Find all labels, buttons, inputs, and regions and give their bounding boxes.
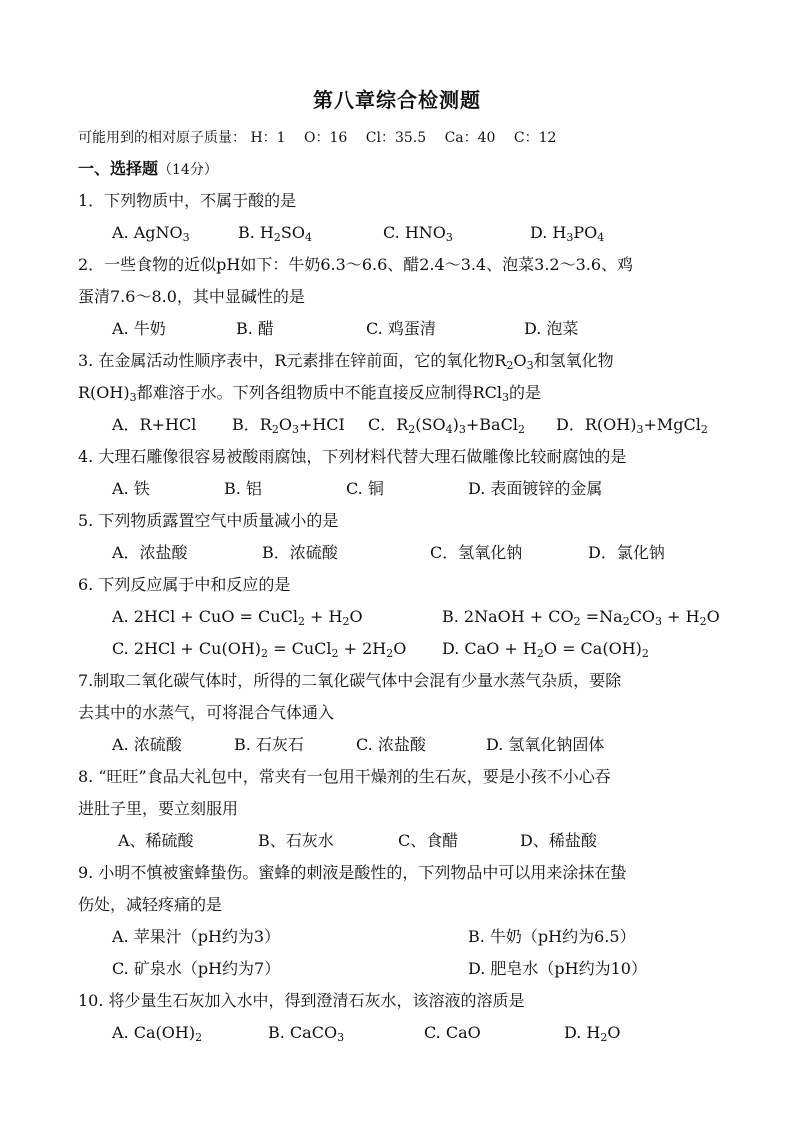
option-c: C．氢氧化钠	[430, 543, 523, 562]
option-a: A. 铁	[112, 479, 150, 498]
option-c: C. CaO	[424, 1023, 481, 1042]
option-c: C、食醋	[398, 831, 459, 850]
atomic-masses-note: 可能用到的相对原子质量： H：1 O：16 Cl：35.5 Ca：40 C：12	[78, 130, 557, 146]
question-10-stem: 10. 将少量生石灰加入水中，得到澄清石灰水，该溶液的溶质是	[78, 991, 525, 1010]
option-a: A．R+HCl	[112, 415, 197, 434]
section-score: （14分）	[158, 162, 218, 178]
option-a: A. 2HCl + CuO = CuCl$_2$ + $H_2O$	[112, 607, 363, 628]
question-9-stem-line-2: 伤处，减轻疼痛的是	[78, 895, 223, 914]
option-b: B、石灰水	[258, 831, 334, 850]
option-d: D. $H_2O$	[564, 1023, 621, 1044]
question-8-stem-line-1: 8. “旺旺”食品大礼包中，常夹有一包用干燥剂的生石灰，要是小孩不小心吞	[78, 767, 611, 786]
option-c: C. 鸡蛋清	[366, 319, 436, 338]
option-b: B. 醋	[236, 319, 274, 338]
question-6-stem: 6. 下列反应属于中和反应的是	[78, 575, 291, 594]
option-c: C. 铜	[346, 479, 384, 498]
option-d: D. 泡菜	[524, 319, 579, 338]
option-a: A、稀硫酸	[118, 831, 194, 850]
option-c: C. $2HCl + Cu(OH)_2$ = CuCl$_2$ + $2H_2O$	[112, 639, 407, 660]
question-2-stem-line-1: 2．一些食物的近似pH如下：牛奶6.3～6.6、醋2.4～3.4、泡菜3.2～3.6、鸡	[78, 255, 634, 274]
option-d: D．$R(OH)_3+MgCl_2$	[556, 415, 708, 436]
option-b: B. 石灰石	[234, 735, 304, 754]
question-8-stem-line-2: 进肚子里，要立刻服用	[78, 799, 239, 818]
option-d: D. 氢氧化钠固体	[486, 735, 605, 754]
section-name: 一、选择题	[78, 159, 159, 178]
option-b: B. 牛奶（pH约为6.5）	[468, 927, 636, 946]
option-c: C. 浓盐酸	[356, 735, 426, 754]
option-b: B. 2NaOH + $CO_2 =Na_2CO_3 + H_2O$	[442, 607, 720, 628]
option-b: B．浓硫酸	[262, 543, 338, 562]
option-d: D. 表面镀锌的金属	[468, 479, 603, 498]
page-title: 第八章综合检测题	[313, 88, 481, 112]
option-a: A. $Ca(OH)_2$	[112, 1023, 203, 1044]
option-a: A. AgNO$_3$	[112, 223, 190, 244]
option-a: A. 浓硫酸	[112, 735, 182, 754]
option-d: D、稀盐酸	[520, 831, 597, 850]
question-7-stem-line-1: 7.制取二氧化碳气体时，所得的二氧化碳气体中会混有少量水蒸气杂质，要除	[78, 671, 622, 690]
option-c: C. $HNO_3$	[383, 223, 453, 244]
question-7-stem-line-2: 去其中的水蒸气，可将混合气体通入	[78, 703, 335, 722]
option-d: D. CaO + $H_2O = Ca(OH)_2$	[442, 639, 649, 660]
option-a: A．浓盐酸	[112, 543, 188, 562]
section-heading	[78, 158, 218, 181]
option-b: B. 铝	[224, 479, 262, 498]
option-b: B．$R_2O_3+HCI$	[232, 415, 345, 436]
option-b: B. $H_2SO_4$	[238, 223, 312, 244]
option-a: A. 牛奶	[112, 319, 166, 338]
option-d: D. 肥皂水（pH约为10）	[468, 959, 647, 978]
question-3-stem-line-1: 3. 在金属活动性顺序表中，R元素排在锌前面，它的氧化物$R_2O_3$和氢氧化物	[78, 351, 614, 372]
option-b: B. CaCO$_3$	[268, 1023, 345, 1044]
question-4-stem: 4. 大理石雕像很容易被酸雨腐蚀，下列材料代替大理石做雕像比较耐腐蚀的是	[78, 447, 627, 466]
question-5-stem: 5. 下列物质露置空气中质量减小的是	[78, 511, 339, 530]
question-3-stem-line-2: $R(OH)_3$都难溶于水。下列各组物质中不能直接反应制得RCl$_3$的是	[78, 383, 542, 404]
question-1-stem: 1．下列物质中，不属于酸的是	[78, 191, 297, 210]
question-2-stem-line-2: 蛋清7.6～8.0，其中显碱性的是	[78, 287, 305, 306]
question-9-stem-line-1: 9. 小明不慎被蜜蜂蛰伤。蜜蜂的刺液是酸性的，下列物品中可以用来涂抹在蛰	[78, 863, 627, 882]
option-a: A. 苹果汁（pH约为3）	[112, 927, 281, 946]
option-c: C．$R_2(SO_4)_3+BaCl_2$	[368, 415, 525, 436]
option-d: D．氯化钠	[588, 543, 665, 562]
option-d: D. $H_3PO_4$	[530, 223, 605, 244]
option-c: C. 矿泉水（pH约为7）	[112, 959, 281, 978]
